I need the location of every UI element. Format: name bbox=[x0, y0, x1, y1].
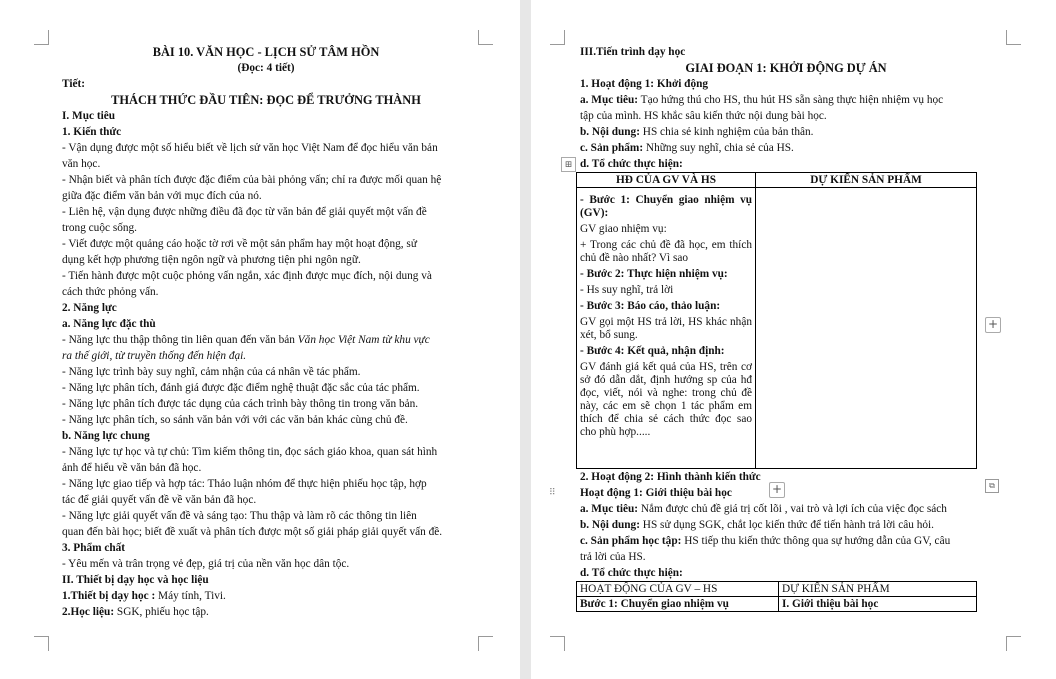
crop-mark bbox=[550, 636, 565, 651]
cell-text: GV giao nhiệm vụ: bbox=[580, 223, 667, 235]
stage-heading: GIAI ĐOẠN 1: KHỞI ĐỘNG DỰ ÁN bbox=[685, 61, 887, 75]
label: c. Sản phẩm: bbox=[580, 142, 644, 154]
step-label: - Bước 2: Thực hiện nhiệm vụ: bbox=[580, 268, 728, 280]
table-resize-handle-icon[interactable]: ⧉ bbox=[985, 479, 999, 493]
step-label: - Bước 3: Báo cáo, thảo luận: bbox=[580, 300, 721, 312]
label: b. Nội dung: bbox=[580, 519, 640, 531]
text-run: Máy tính, Tivi. bbox=[155, 590, 226, 602]
subsection-heading: 3. Phẩm chất bbox=[62, 542, 126, 554]
lesson-subtitle: (Đọc: 4 tiết) bbox=[237, 62, 295, 74]
text-line: - Năng lực trình bày suy nghĩ, cảm nhận của cá nhân về tác phẩm. bbox=[62, 366, 361, 378]
table-header-cell[interactable]: HOẠT ĐỘNG CỦA GV – HS bbox=[577, 582, 779, 597]
step-label: - Bước 4: Kết quả, nhận định: bbox=[580, 345, 725, 357]
text-line: tác để giải quyết vấn đề về văn bản đã học. bbox=[62, 494, 257, 506]
cell-text: GV đánh giá kết quả của HS, trên cơ sở đó dẫn dắt, định hướng sp của hđ đọc, viết, nói và nghe: trong chủ đề này, các em sẽ chọn 1 tác phẩm em thích để chia sẻ cách thức đọc sao cho phù hợp..... bbox=[580, 361, 752, 438]
subsection-heading: 2. Năng lực bbox=[62, 302, 117, 314]
crop-mark bbox=[1006, 30, 1021, 45]
label: b. Nội dung: bbox=[580, 126, 640, 138]
text-line: ra thế giới, từ truyền thống đến hiện đại. bbox=[62, 350, 247, 362]
crop-mark bbox=[478, 30, 493, 45]
text-line: - Năng lực phân tích được tác dụng của cách trình bày thông tin trong văn bản. bbox=[62, 398, 419, 410]
text-line: cách thức phỏng vấn. bbox=[62, 286, 159, 298]
document-page-right bbox=[531, 0, 1056, 679]
text-line: - Nhận biết và phân tích được đặc điểm của bài phỏng vấn; chỉ ra được mối quan hệ bbox=[62, 174, 442, 186]
crop-mark bbox=[1006, 636, 1021, 651]
table-cell[interactable]: Bước 1: Chuyển giao nhiệm vụ bbox=[577, 597, 779, 612]
text-line: trả lời của HS. bbox=[580, 551, 646, 563]
text-run: HS tiếp thu kiến thức thông qua sự hướng dẫn của GV, câu bbox=[681, 535, 951, 547]
text-line bbox=[580, 501, 992, 517]
subsection-heading: 1. Kiến thức bbox=[62, 126, 122, 138]
text-run: Nắm được chủ đề giá trị cốt lõi , vai trò và lợi ích của việc đọc sách bbox=[638, 503, 947, 515]
section-heading: III.Tiến trình dạy học bbox=[580, 46, 686, 58]
text-line: trong cuộc sống. bbox=[62, 222, 137, 234]
subsection-heading: b. Năng lực chung bbox=[62, 430, 150, 442]
text-line: quan đến bài học; biết đề xuất và phân tích được một số giải pháp giải quyết vấn đề. bbox=[62, 526, 443, 538]
text-line: - Năng lực phân tích, đánh giá được đặc điểm nghệ thuật đặc sắc của tác phẩm. bbox=[62, 382, 420, 394]
paragraph-drag-handle-icon[interactable]: ⠿ bbox=[549, 488, 557, 498]
section-heading: II. Thiết bị dạy học và học liệu bbox=[62, 574, 209, 586]
page-body[interactable] bbox=[580, 44, 992, 612]
insert-column-plus-icon[interactable]: + bbox=[985, 317, 1001, 333]
text-line: tập của mình. HS khắc sâu kiến thức nội dung bài học. bbox=[580, 110, 827, 122]
crop-mark bbox=[34, 30, 49, 45]
text-line: - Viết được một quảng cáo hoặc tờ rơi về một sản phẩm hay một hoạt động, sử bbox=[62, 238, 417, 250]
crop-mark bbox=[34, 636, 49, 651]
text-line: - Năng lực giải quyết vấn đề và sáng tạo: Thu thập và làm rõ các thông tin liên bbox=[62, 510, 417, 522]
document-page-left bbox=[0, 0, 520, 679]
text-line bbox=[62, 604, 470, 620]
text-line: - Năng lực tự học và tự chủ: Tìm kiếm thông tin, đọc sách giáo khoa, quan sát hình bbox=[62, 446, 438, 458]
insert-row-plus-icon[interactable]: + bbox=[769, 482, 785, 498]
table-header-cell[interactable]: DỰ KIẾN SẢN PHẨM bbox=[779, 582, 977, 597]
text-line: d. Tổ chức thực hiện: bbox=[580, 158, 683, 170]
text-line bbox=[580, 517, 992, 533]
text-run-italic: Văn học Việt Nam từ khu vực bbox=[297, 334, 430, 346]
label: 2.Học liệu: bbox=[62, 606, 115, 618]
activity-heading: 2. Hoạt động 2: Hình thành kiến thức bbox=[580, 471, 761, 483]
table-cell[interactable] bbox=[756, 188, 977, 469]
text-run: Tạo hứng thú cho HS, thu hút HS sẵn sàng thực hiện nhiệm vụ học bbox=[638, 94, 944, 106]
cell-text: GV gọi một HS trả lời, HS khác nhận xét, bổ sung. bbox=[580, 316, 752, 341]
cell-text: - Hs suy nghĩ, trả lời bbox=[580, 284, 674, 296]
crop-mark bbox=[550, 30, 565, 45]
label: a. Mục tiêu: bbox=[580, 503, 639, 515]
text-line bbox=[580, 533, 992, 549]
text-line: - Năng lực phân tích, so sánh văn bản với với các văn bản khác cùng chủ đề. bbox=[62, 414, 408, 426]
text-line: ảnh để hiểu về văn bản đã học. bbox=[62, 462, 202, 474]
subsection-heading: a. Năng lực đặc thù bbox=[62, 318, 156, 330]
cell-text: + Trong các chủ đề đã học, em thích chủ đề nào nhất? Vì sao bbox=[580, 239, 752, 264]
text-run: HS sử dụng SGK, chắt lọc kiến thức để tiến hành trả lời câu hỏi. bbox=[639, 519, 934, 531]
text-line bbox=[580, 92, 992, 108]
table-cell[interactable] bbox=[577, 188, 756, 469]
text-run: HS chia sẻ kinh nghiệm của bản thân. bbox=[639, 126, 814, 138]
text-line bbox=[580, 140, 992, 156]
text-line bbox=[62, 332, 470, 348]
lesson-heading: BÀI 10. VĂN HỌC - LỊCH SỬ TÂM HỒN bbox=[152, 45, 380, 59]
text-line: giữa đặc điểm văn bản với mục đích của nó. bbox=[62, 190, 262, 202]
text-run: Những suy nghĩ, chia sẻ của HS. bbox=[643, 142, 794, 154]
text-line: - Tiến hành được một cuộc phỏng vấn ngắn, xác định được mục đích, nội dung và bbox=[62, 270, 432, 282]
activity-heading: Hoạt động 1: Giới thiệu bài học bbox=[580, 487, 732, 499]
text-run: SGK, phiếu học tập. bbox=[114, 606, 209, 618]
table-header-cell[interactable]: DỰ KIẾN SẢN PHẨM bbox=[756, 173, 977, 188]
text-line bbox=[580, 124, 992, 140]
step-label: - Bước 1: Chuyển giao nhiệm vụ (GV): bbox=[580, 194, 752, 219]
table-header-cell[interactable]: HĐ CỦA GV VÀ HS bbox=[577, 173, 756, 188]
activity-table[interactable] bbox=[576, 172, 977, 469]
period-label: Tiết: bbox=[62, 78, 86, 90]
label: 1.Thiết bị dạy học : bbox=[62, 590, 156, 602]
page-body[interactable] bbox=[62, 44, 470, 620]
section-heading: I. Mục tiêu bbox=[62, 110, 116, 122]
label: c. Sản phẩm học tập: bbox=[580, 535, 682, 547]
lesson-table[interactable] bbox=[576, 581, 977, 612]
text-line: văn học. bbox=[62, 158, 101, 170]
label: a. Mục tiêu: bbox=[580, 94, 639, 106]
text-line: - Liên hệ, vận dụng được những điều đã đọc từ văn bản để giải quyết một vấn đề bbox=[62, 206, 427, 218]
activity-heading: 1. Hoạt động 1: Khởi động bbox=[580, 78, 709, 90]
table-move-handle-icon[interactable]: ⊞ bbox=[561, 157, 576, 172]
text-line bbox=[62, 588, 470, 604]
text-run: - Năng lực thu thập thông tin liên quan đến văn bản bbox=[62, 334, 298, 346]
lesson-title: THÁCH THỨC ĐẦU TIÊN: ĐỌC ĐỂ TRƯỞNG THÀNH bbox=[111, 93, 421, 107]
text-line: - Năng lực giao tiếp và hợp tác: Thảo luận nhóm để thực hiện phiếu học tập, hợp bbox=[62, 478, 427, 490]
crop-mark bbox=[478, 636, 493, 651]
text-line: d. Tổ chức thực hiện: bbox=[580, 567, 683, 579]
text-line: - Yêu mến và trân trọng vẻ đẹp, giá trị của nền văn học dân tộc. bbox=[62, 558, 350, 570]
text-line: dụng kết hợp phương tiện ngôn ngữ và phương tiện phi ngôn ngữ. bbox=[62, 254, 361, 266]
table-cell[interactable]: I. Giới thiệu bài học bbox=[779, 597, 977, 612]
text-line: - Vận dụng được một số hiểu biết về lịch sử văn học Việt Nam để đọc hiểu văn bản bbox=[62, 142, 438, 154]
